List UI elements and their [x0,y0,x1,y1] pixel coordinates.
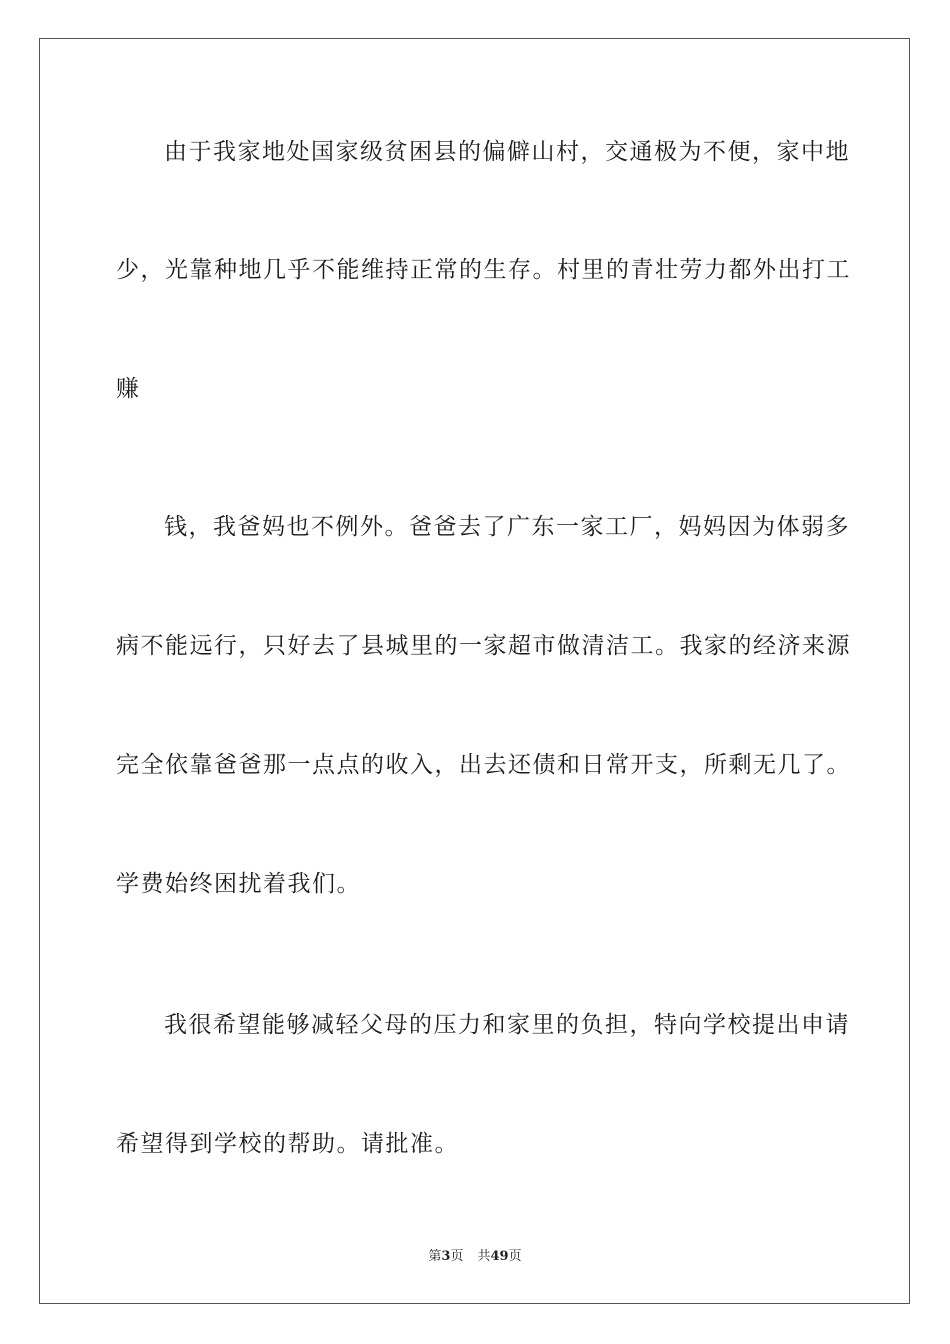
paragraph-line: 赚 [116,376,141,402]
page-number: 3 [441,1249,451,1264]
paragraph-line: 我很希望能够减轻父母的压力和家里的负担，特向学校提出申请 [164,1012,850,1038]
paragraph-line: 学费始终困扰着我们。 [116,871,361,897]
paragraph-line: 由于我家地处国家级贫困县的偏僻山村，交通极为不便，家中地 [164,139,850,165]
paragraph-line: 少，光靠种地几乎不能维持正常的生存。村里的青壮劳力都外出打工 [116,257,851,283]
paragraph-line: 完全依靠爸爸那一点点的收入，出去还债和日常开支，所剩无几了。 [116,752,851,778]
page-footer [0,1249,950,1265]
total-pages-prefix: 共 [477,1249,491,1264]
page-border [39,38,910,1304]
page-number-suffix: 页 [450,1249,464,1264]
total-pages-suffix: 页 [508,1249,522,1264]
paragraph-line: 病不能远行，只好去了县城里的一家超市做清洁工。我家的经济来源 [116,633,851,659]
paragraph-line: 希望得到学校的帮助。请批准。 [116,1131,459,1157]
total-pages: 49 [490,1249,509,1264]
page-number-prefix: 第 [428,1249,442,1264]
paragraph-line: 钱，我爸妈也不例外。爸爸去了广东一家工厂，妈妈因为体弱多 [164,514,850,540]
